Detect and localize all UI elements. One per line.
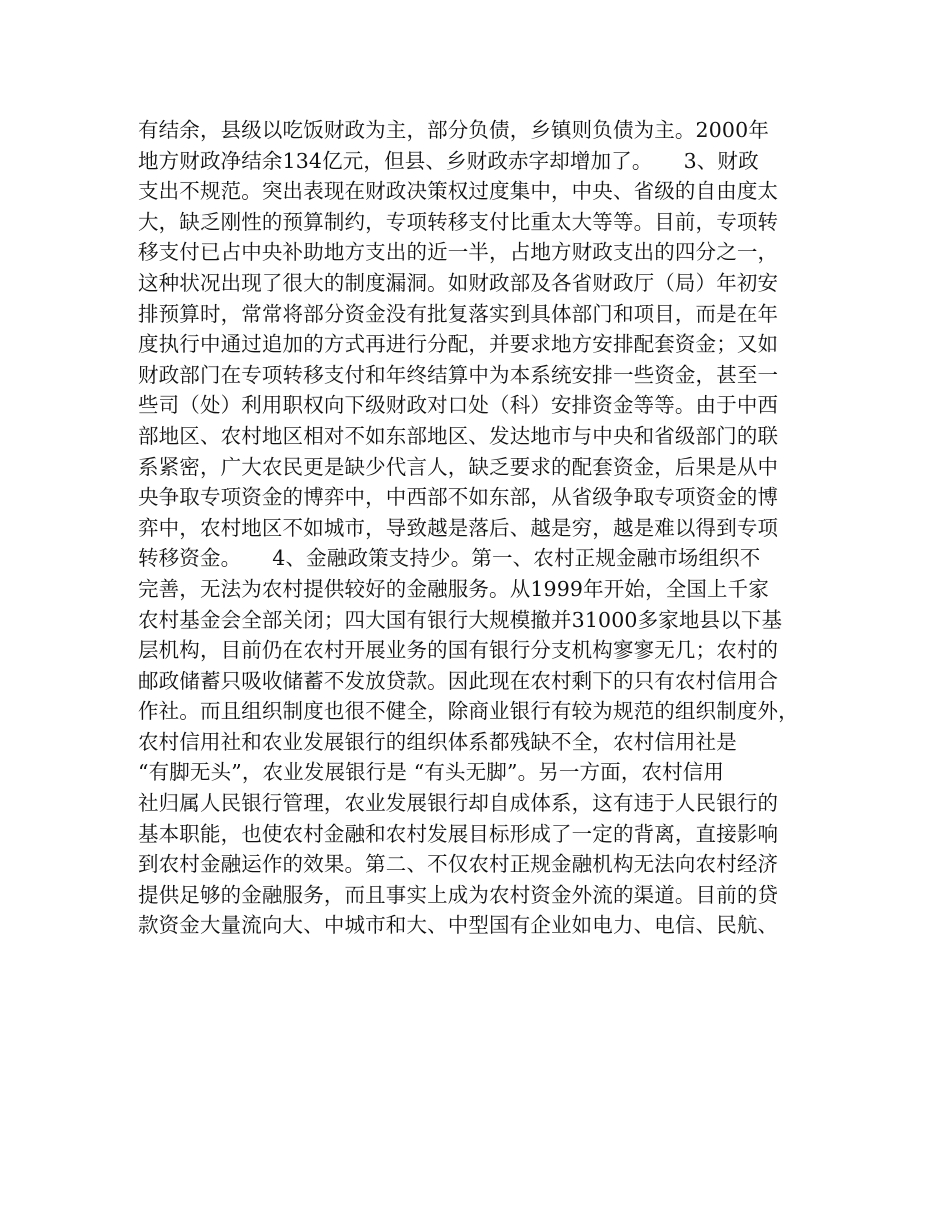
text-line: 排预算时，常常将部分资金没有批复落实到具体部门和项目，而是在年 xyxy=(138,301,779,326)
text-line: 部地区、农村地区相对不如东部地区、发达地市与中央和省级部门的联 xyxy=(138,423,779,448)
text-line: 大，缺乏刚性的预算制约，专项转移支付比重太大等等。目前，专项转 xyxy=(138,209,779,234)
text-line: 款资金大量流向大、中城市和大、中型国有企业如电力、电信、民航、 xyxy=(138,913,779,938)
text-line: 层机构，目前仍在农村开展业务的国有银行分支机构寥寥无几；农村的 xyxy=(138,638,779,663)
text-line: 央争取专项资金的博弈中，中西部不如东部，从省级争取专项资金的博 xyxy=(138,485,779,510)
text-line: 作社。而且组织制度也很不健全，除商业银行有较为规范的组织制度外， xyxy=(138,699,799,724)
text-line: 社归属人民银行管理，农业发展银行却自成体系，这有违于人民银行的 xyxy=(138,791,779,816)
text-line: 地方财政净结余134亿元，但县、乡财政赤字却增加了。 3、财政 xyxy=(138,148,759,173)
text-line: 有结余，县级以吃饭财政为主，部分负债，乡镇则负债为主。2000年 xyxy=(138,118,769,142)
text-line: 完善，无法为农村提供较好的金融服务。从1999年开始，全国上千家 xyxy=(138,576,769,601)
body-text xyxy=(138,115,828,941)
text-line: 这种状况出现了很大的制度漏洞。如财政部及各省财政厅（局）年初安 xyxy=(138,270,779,295)
text-line: 邮政储蓄只吸收储蓄不发放贷款。因此现在农村剩下的只有农村信用合 xyxy=(138,668,779,693)
text-line: 财政部门在专项转移支付和年终结算中为本系统安排一些资金，甚至一 xyxy=(138,362,779,387)
text-line: 转移资金。 4、金融政策支持少。第一、农村正规金融市场组织不 xyxy=(138,546,761,571)
text-line: 基本职能，也使农村金融和农村发展目标形成了一定的背离，直接影响 xyxy=(138,821,779,846)
text-line: 农村基金会全部关闭；四大国有银行大规模撤并31000多家地县以下基 xyxy=(138,607,783,632)
text-line: 提供足够的金融服务，而且事实上成为农村资金外流的渠道。目前的贷 xyxy=(138,882,779,907)
text-line: 移支付已占中央补助地方支出的近一半，占地方财政支出的四分之一， xyxy=(138,240,779,265)
text-line: 支出不规范。突出表现在财政决策权过度集中，中央、省级的自由度太 xyxy=(138,179,779,204)
text-line: 到农村金融运作的效果。第二、不仅农村正规金融机构无法向农村经济 xyxy=(138,852,779,877)
text-line: 些司（处）利用职权向下级财政对口处（科）安排资金等等。由于中西 xyxy=(138,393,779,418)
text-line: “有脚无头”，农业发展银行是 “有头无脚”。另一方面，农村信用 xyxy=(138,760,725,785)
text-line: 度执行中通过追加的方式再进行分配，并要求地方安排配套资金；又如 xyxy=(138,332,779,357)
text-line: 农村信用社和农业发展银行的组织体系都残缺不全，农村信用社是 xyxy=(138,729,737,754)
text-line: 系紧密，广大农民更是缺少代言人，缺乏要求的配套资金，后果是从中 xyxy=(138,454,779,479)
text-line: 弈中，农村地区不如城市，导致越是落后、越是穷，越是难以得到专项 xyxy=(138,515,779,540)
